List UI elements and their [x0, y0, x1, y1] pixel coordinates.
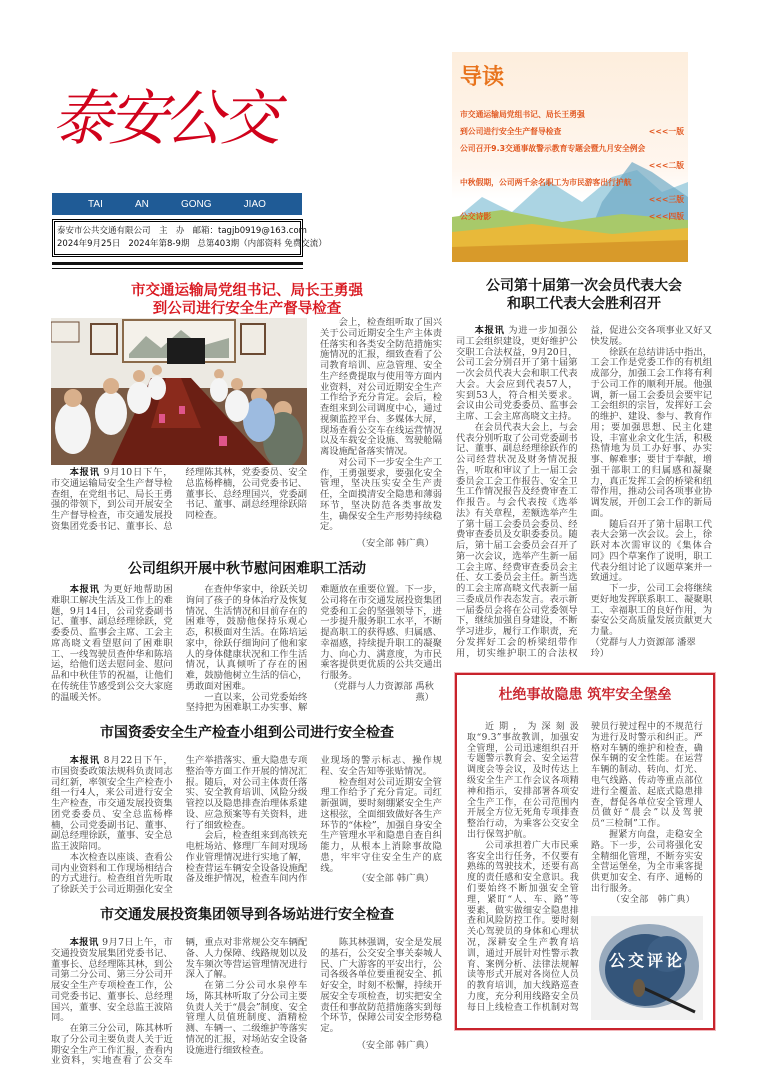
- headline-line: 公司第十届第一次会员代表大会: [486, 278, 682, 294]
- article-group-body: [51, 938, 442, 1067]
- paragraph: 本次检查以座谈、查看公司内业资料和工作现场相结合的方式进行。检查组首先听取了徐跃关于公司近期强化安全生产举措落实、重大隐患专项整治等方面工作开展的情况汇报。随后，对公司主体责任落实、安全教育培训、风险分级管控以及隐患排查治理体系建设、应急预案等有关资料，进行了细致检查。: [51, 755, 308, 895]
- paragraph: 9月10日下午，市交通运输局安全生产督导检查组，在党组书记、局长王勇强的带领下，到公司开展安全生产督导检查，市交通发展投资集团党委书记、董事长、总经理陈其林，党委委员、安全总监杨桦楠，公司党委书记、董事长、总经理国兴，党委副书记、董事、副总经理徐跃陪同检查。: [51, 467, 307, 532]
- article-sasac-body: [51, 756, 442, 896]
- paragraph: 检查组对公司近期安全管理工作给予了充分肯定。司红新强调，要时刻绷紧安全生产这根弦，全面细致做好各生产环节的“体检”，加强自身安全生产管理水平和隐患自查自纠能力，从根本上消除事故隐患，牢牢守住安全生产的底线。: [320, 776, 442, 874]
- guide-title: 导读: [460, 65, 505, 90]
- email: 邮箱：tagjb0919@163.com: [192, 226, 307, 236]
- guide-item-line: 中秋假期，公司两千余名职工为市民游客出行护航: [460, 178, 632, 187]
- paragraph: 在第二分公司水泉停车场，陈其林听取了分公司主要负责人关于“晨会”制度、安全管理人员值班制度、酒精检测、车辆一、二级维护等落实情况的汇报，对场站安全设备设施进行细致检查。: [185, 980, 308, 1056]
- meeting-photo: [51, 318, 307, 465]
- pinyin-jiao: JIAO: [243, 198, 266, 210]
- issue-info-box: [52, 219, 327, 257]
- guide-item[interactable]: [460, 140, 684, 174]
- headline-line: 和职工代表大会胜利召开: [507, 296, 661, 312]
- byline: （安全部 韩广典）: [356, 538, 434, 549]
- article-inspection-headline: [51, 282, 443, 318]
- lead-label: 本报讯: [69, 755, 100, 766]
- paragraph: 在查仲华家中，徐跃关切询问了孩子的身体治疗及恢复情况、生活情况和目前存在的困难等，鼓励他保持乐观心态，积极面对生活。在陈培运家中，徐跃仔细询问了他和家人的身体健康状况和工作生活情况，认真倾听了存在的困难，鼓励他树立生活的信心，勇敢面对困难。: [185, 584, 308, 692]
- byline: （安全部 韩广典）: [356, 873, 434, 885]
- guide-item-page: <<<三版: [648, 195, 684, 204]
- lead-label: 本报讯: [69, 937, 99, 948]
- commentary-headline: 杜绝事故隐患 筑牢安全堡垒: [498, 687, 672, 703]
- headline-line: 市交通运输局党组书记、局长王勇强: [131, 283, 363, 299]
- article-congress-body: [456, 326, 712, 659]
- guide-item-page: <<<一版: [648, 127, 684, 136]
- masthead-rule: [52, 262, 303, 265]
- paragraph: 8月22日下午，市国资委政策法规科负责同志司红新，率领安全生产检查小组一行4人，来公司进行安全生产检查，市交通发展投资集团党委委员、安全总监杨桦楠，公司党委副书记、董事、副总经理徐跃，董事、安全总监王波陪同。: [51, 755, 173, 852]
- lead-label: 本报讯: [474, 325, 505, 336]
- lead-label: 本报讯: [69, 584, 100, 595]
- byline: （党群与人力资源部 潘翠玲）: [590, 636, 696, 659]
- publisher: 泰安市公共交通有限公司 主 办: [57, 226, 185, 236]
- article-mid-autumn-body: [51, 585, 442, 714]
- guide-item-page: <<<四版: [648, 212, 684, 221]
- paragraph: 为更好地帮助困难职工解决生活及工作上的难题，9月14日，公司党委副书记、董事、副总经理徐跃，党委委员、监事会主席、工会主席高晓文看望慰问了困难职工、一线驾驶员查仲华和陈培运，给他们送去慰问金、慰问品和中秋佳节的祝福，让他们在传统佳节感受到公交大家庭的温暖关怀。: [51, 584, 173, 703]
- paragraph: 在会员代表大会上，与会代表分别听取了公司党委副书记、董事、副总经理徐跃作的公司经营状况及财务情况报告，听取和审议了上一届工会委员会工会工作报告、安全卫生工作情况报告及经费审查工作报告。与会代表按《选举法》有关章程，差额选举产生了第十届工会委员会委员、经费审查委员及女职委委员。随后，第十届工会委员会召开了第一次会议，选举产生新一届工会主席、经费审查委员会主任、女工委员会主任。新当选的工会主席高晓文代表新一届三委成员作表态发言。表示新一届委员会将在公司党委领导下，继续加强自身建设，不断学习进步，履行工作职责，充分发挥好工会的桥梁纽带作用，切实维护职工的合法权益，促进公交各项事业又好又快发展。: [456, 325, 712, 659]
- guide-item[interactable]: [460, 208, 684, 225]
- article-inspection-body-right: [320, 318, 442, 550]
- article-sasac-headline: 市国资委安全生产检查小组到公司进行安全检查: [100, 725, 394, 741]
- commentary-column-image: [591, 916, 703, 1020]
- issue-date: 2024年9月25日: [57, 239, 121, 249]
- paragraph: 公司承担着广大市民乘客安全出行任务，不仅要有熟练的驾驶技术，还要有高度的责任感和安全意识。我们要始终不断加强安全管理，紧盯“人、车、路”等要素，做实做细安全隐患排查和风险防控工作。要时刻关心驾驶员的身体和心理状况，深耕安全生产教育培训，通过开展针对性警示教育、案例分析、法律法规解读等形式开展对各岗位人员的教育培训，加大线路巡查力度，充分利用线路安全员每日上线检查工作机制对驾驶员行驶过程中的不规范行为进行及时警示和纠正。严格对车辆的维护和检查，确保车辆的安全性能。在运营车辆的制动、转向、灯光、电气线路、传动等重点部位进行全覆盖、起底式隐患排查，督促各单位安全管理人员做好“晨会”以及驾驶员“三检制”工作。: [467, 722, 703, 1013]
- guide-item[interactable]: [460, 174, 684, 208]
- paragraph: 一直以来，公司党委始终坚持把为困难职工办实事、解难题放在重要位置。下一步，公司将在市交通发展投资集团党委和工会的坚强领导下，进一步提升服务职工水平，不断提高职工的获得感、归属感、幸福感，持续提升职工的凝聚力、向心力、满意度，为市民乘客提供更优质的公共交通出行服务。: [185, 584, 442, 714]
- pinyin-tai: TAI: [88, 198, 103, 210]
- article-group-headline: 市交通发展投资集团领导到各场站进行安全检查: [100, 907, 394, 923]
- paragraph: 随后召开了第十届职工代表大会第一次会议。会上，徐跃对本次需审议的《集体合同》四个草案作了说明，职工代表分组讨论了议题草案并一致通过。: [590, 518, 712, 584]
- byline: （安全部 韩广典）: [356, 1039, 434, 1051]
- commentary-body: [467, 722, 703, 1020]
- guide-item-line: 市交通运输局党组书记、局长王勇强: [460, 110, 585, 119]
- guide-item-line: 公司召开9.3交通事故警示教育专题会暨九月安全例会: [460, 144, 646, 153]
- article-inspection-body-left: [51, 468, 307, 533]
- pinyin-an: AN: [134, 198, 149, 210]
- paragraph: 会上，检查组听取了国兴关于公司近期安全生产主体责任落实和各类安全防范措施实施情况的汇报，细致查看了公司教育培训、应急管理、安全生产经费提取与使用等方面内业资料，对公司近期安全生产工作给予充分肯定。会后，检查组来到公司调度中心，通过视频监控平台、多媒体大屏，现场查看公交车在线运营情况以及车载安全设施、驾驶舱隔离设施配备落实情况。: [320, 317, 442, 457]
- byline: （党群与人力资源部 禹秋燕）: [328, 680, 434, 703]
- commentary-image-label: 公交评论: [608, 950, 685, 970]
- article-congress-headline: [456, 277, 712, 313]
- headline-line: 到公司进行安全生产督导检查: [152, 301, 342, 317]
- pinyin-bar: [52, 193, 302, 215]
- issue-number: 2024年第8-9期: [128, 239, 190, 249]
- guide-list: [452, 106, 684, 225]
- commentary-box: [455, 673, 715, 1030]
- paragraph: 在第三分公司，陈其林听取了分公司主要负责人关于近期安全生产工作汇报，查看内业资料，实地查看了公交车辆，重点对非常规公交车辆配备、人力保障、线路规划以及发车频次等营运管理情况进行深入了解。: [51, 937, 308, 1067]
- paragraph: 会后，检查组来到高铁充电桩场站、修理厂车间对现场作业管理情况进行实地了解，检查营运车辆安全设备设施配备及维护情况，检查车间内作业现场的警示标志、操作规程、安全告知等张贴情况。: [185, 755, 442, 885]
- lead-label: 本报讯: [69, 467, 100, 478]
- guide-item-line: 公交诗影: [460, 212, 492, 221]
- article-mid-autumn-headline: 公司组织开展中秋节慰问困难职工活动: [128, 561, 366, 577]
- byline: （安全部 韩广典）: [611, 894, 695, 905]
- masthead-rule-thin: [52, 268, 303, 269]
- paragraph: 为进一步加强公司工会组织建设，更好维护公交职工合法权益，9月20日，公司工会分别召开了第十届第一次会员代表大会和职工代表大会。大会应到代表57人，实到53人，符合相关要求。会议由公司党委委员、监事会主席、工会主席高晓文主持。: [456, 325, 578, 422]
- guide-box: [452, 52, 688, 262]
- paragraph: 陈其林强调，安全是发展的基石，公交安全事关泰城人民、广大游客的平安出行，公司各级各单位要重视安全、抓好安全，时刻不松懈，持续开展安全专项检查，切实把安全责任和事故防范措施落实到每个环节，保障公司安全形势稳定。: [320, 937, 442, 1034]
- paragraph: 9月7日上午，市交通投资发展集团党委书记、董事长、总经理陈其林，到公司第二分公司、第三分公司开展安全生产专项检查工作，公司党委书记、董事长、总经理国兴，董事、安全总监王波陪同。: [51, 937, 173, 1024]
- meeting-room-image: [51, 318, 307, 465]
- total-issue: 总第403期（内部资料 免费交流）: [197, 239, 327, 249]
- masthead-logo: 泰安公交: [52, 84, 276, 154]
- paragraph: 对公司下一步安全生产工作，王勇强要求，要强化安全管理，坚决压实安全生产责任，全面摸清安全隐患和薄弱环节，坚决防范各类事故发生，确保安全生产形势持续稳定。: [320, 456, 442, 533]
- pinyin-gong: GONG: [181, 198, 212, 210]
- guide-item-page: <<<二版: [648, 161, 684, 170]
- paragraph: 握紧方向盘，走稳安全路。下一步，公司将强化安全精细化管理，不断夯实安全营运堡垒，为全市乘客提供更加安全、有序、通畅的出行服务。: [591, 829, 703, 894]
- guide-item[interactable]: [460, 106, 684, 140]
- paragraph: 下一步，公司工会将继续更好地发挥联系职工、凝聚职工、幸福职工的良好作用，为泰安公交高质量发展贡献更大力量。: [590, 583, 712, 637]
- paragraph: 徐跃在总结讲话中指出，工会工作是党委工作的有机组成部分，加强工会工作将有利于公司工作的顺利开展。他强调，新一届工会委员会要牢记工会组织的宗旨，发挥好工会的维护、建设、参与、教育作用；要加强思想、民主化建设，丰富业余文化生活，积极热情地为员工办好事、办实事、解难事；要甘于奉献，增强干部职工的归属感和凝聚力，真正发挥工会的桥梁和纽带作用，推动公司各项事业协调发展，开创工会工作的新局面。: [590, 346, 712, 519]
- paragraph: 近期，为深刻汲取“9.3”事故教训，加强安全管理，公司迅速组织召开专题警示教育会、安全运营调度会等会议，及时传达上级安全生产工作会议各项精神和指示，安排部署各项安全生产工作，在公司范围内开展全方位无死角专项排查整治行动，为乘客公交安全出行保驾护航。: [467, 722, 579, 840]
- guide-item-line: 到公司进行安全生产督导检查: [460, 127, 562, 136]
